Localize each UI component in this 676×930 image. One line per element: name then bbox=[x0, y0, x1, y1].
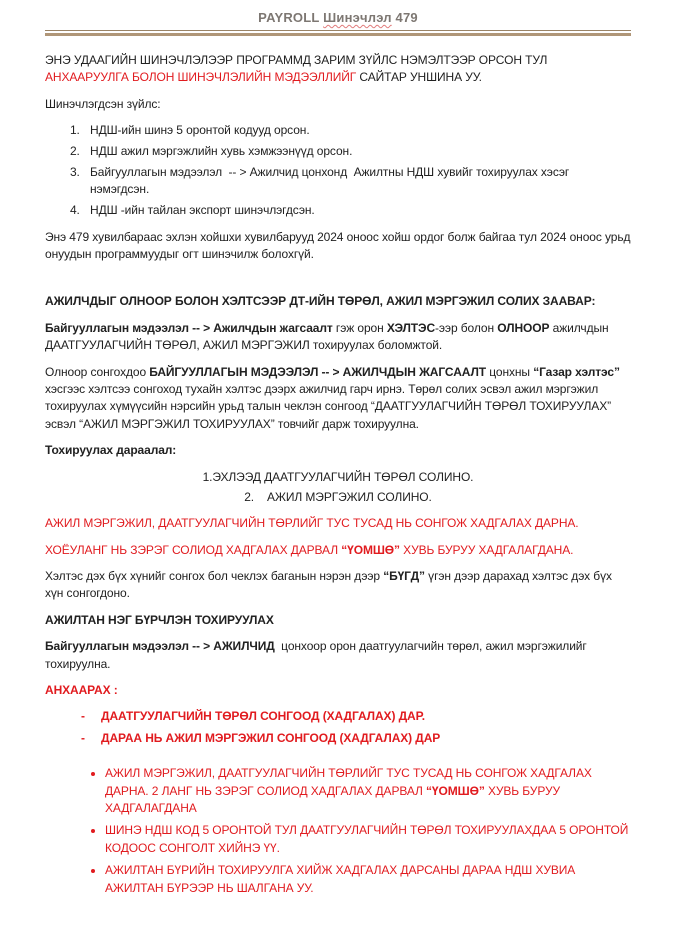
warning-save-separately bbox=[45, 515, 631, 532]
text-segment: БАЙГУУЛЛАГЫН МЭДЭЭЛЭЛ -- > АЖИЛЧДЫН ЖАГСААЛТ bbox=[149, 364, 487, 379]
text-segment: Хэлтэс дэх бүх хүнийг сонгох бол чеклэх баганын нэрэн дээр bbox=[45, 569, 384, 584]
text-segment: “БҮГД” bbox=[383, 569, 425, 584]
document-title bbox=[45, 8, 631, 25]
text-segment: ОЛНООР bbox=[497, 320, 550, 335]
text-segment: ЭНЭ УДААГИЙН ШИНЭЧЛЭЛЭЭР ПРОГРАММД ЗАРИМ ЗҮЙЛС НЭМЭЛТЭЭР ОРСОН ТУЛ bbox=[45, 53, 548, 67]
text-segment: НДШ-ийн шинэ 5 оронтой кодууд орсон. bbox=[90, 123, 310, 138]
text-segment: -ээр болон bbox=[435, 320, 498, 335]
text-segment: АНХААРУУЛГА БОЛОН ШИНЭЧЛЭЛИЙН МЭДЭЭЛЛИЙГ bbox=[45, 70, 357, 85]
text-segment: “Газар хэлтэс” bbox=[533, 364, 620, 379]
paragraph-individual-setup-path bbox=[45, 638, 631, 673]
text-segment: АЖИЛ МЭРГЭЖИЛ, ДААТГУУЛАГЧИЙН ТӨРЛИЙГ ТУС ТУСАД НЬ СОНГОЖ ХАДГАЛАХ ДАРНА. bbox=[45, 516, 579, 531]
text-segment: Байгууллагын мэдээлэл -- > АЖИЛЧИД bbox=[45, 639, 275, 654]
text-segment: ХУВЬ БУРУУ ХАДГАЛАГДАНА. bbox=[399, 542, 574, 557]
warning-save-both bbox=[45, 542, 631, 559]
text-segment: САЙТАР УНШИНА УУ. bbox=[356, 70, 482, 85]
list-item bbox=[101, 730, 631, 747]
text-segment: ДААТГУУЛАГЧИЙН ТӨРӨЛ СОНГООД bbox=[101, 709, 323, 724]
heading-attention bbox=[45, 682, 631, 699]
text-segment: АНХААРАХ : bbox=[45, 683, 118, 698]
text-segment: 479 bbox=[391, 10, 418, 25]
title-divider bbox=[45, 30, 631, 36]
attention-bullet-list bbox=[45, 765, 631, 897]
text-segment: (ХАДГАЛАХ) bbox=[322, 709, 396, 724]
list-item bbox=[83, 164, 631, 199]
paragraph-update-notice bbox=[45, 52, 631, 87]
text-segment: үгэн дээр дарахад хэлтэс дэх бүх хүн сонгогдоно. bbox=[45, 569, 612, 601]
setup-step-2 bbox=[45, 489, 631, 506]
text-segment: ДАР. bbox=[395, 709, 425, 724]
text-segment: Байгууллагын мэдээлэл -- > Ажилчид цонхонд Ажилтны НДШ хувийг тохируулах хэсэг нэмэгдсэн. bbox=[90, 164, 570, 197]
text-segment: Тохируулах дараалал: bbox=[45, 443, 177, 458]
paragraph-version-note bbox=[45, 229, 631, 264]
text-segment: АЖИЛТАН НЭГ БҮРЧЛЭН ТОХИРУУЛАХ bbox=[45, 612, 274, 627]
text-segment: “ҮОМШӨ” bbox=[426, 783, 485, 798]
text-segment: АЖИЛ МЭРГЭЖИЛ, ДААТГУУЛАГЧИЙН ТӨРЛИЙГ ТУС ТУСАД НЬ СОНГОЖ ХАДГАЛАХ ДАРНА. 2 ЛАНГ НЬ ЗЭРЭГ СОЛИОД ХАДГАЛАХ ДАРВАЛ bbox=[105, 766, 592, 798]
paragraph-select-all-note bbox=[45, 568, 631, 603]
text-segment: цонхоор орон даатгуулагчийн төрөл, ажил мэргэжилийг тохируулна. bbox=[45, 639, 587, 671]
text-segment: ажилчдын ДААТГУУЛАГЧИЙН ТӨРӨЛ, АЖИЛ МЭРГЭЖИЛ тохируулах боломжтой. bbox=[45, 320, 609, 353]
text-segment: хэсгээс хэлтсээ сонгоход тухайн хэлтэс дээрх ажилчид гарч ирнэ. Төрөл солих эсвэл ажил мэргэжил тохируулах хүмүүсийн нэрсийн урьд талын чеклэн сонгоод “ДААТГУУЛАГЧИЙН ТӨРӨЛ ТОХИРУУЛАХ” эсвэл “АЖИЛ МЭРГЭЖИЛ ТОХИРУУЛАХ” товчийг дарж тохируулна. bbox=[45, 381, 611, 431]
paragraph-setup-order-label bbox=[45, 442, 631, 459]
list-item bbox=[105, 822, 631, 857]
text-segment: 1.ЭХЛЭЭД ДААТГУУЛАГЧИЙН ТӨРӨЛ СОЛИНО. bbox=[202, 469, 474, 484]
list-item bbox=[83, 122, 631, 139]
attention-dash-list bbox=[45, 708, 631, 747]
heading-bulk-change bbox=[45, 293, 631, 310]
text-segment: “ҮОМШӨ” bbox=[341, 542, 400, 557]
text-segment: Шинэчлэл bbox=[323, 10, 392, 25]
list-item bbox=[83, 143, 631, 160]
paragraph-bulk-change-path bbox=[45, 320, 631, 355]
text-segment: Байгууллагын мэдээлэл -- > Ажилчдын жагсаалт bbox=[45, 320, 333, 335]
text-segment: ХУВЬ БУРУУ ХАДГАЛАГДАНА bbox=[105, 783, 561, 815]
text-segment: НДШ ажил мэргэжлийн хувь хэмжээнүүд орсон. bbox=[90, 144, 353, 159]
text-segment: цонхны bbox=[486, 364, 534, 379]
text-segment: Шинэчлэгдсэн зүйлс: bbox=[45, 96, 161, 111]
text-segment: ДАРАА НЬ АЖИЛ МЭРГЭЖИЛ СОНГООД bbox=[101, 730, 340, 745]
text-segment: НДШ -ийн тайлан экспорт шинэчлэгдсэн. bbox=[90, 203, 315, 218]
text-segment: ХЭЛТЭС bbox=[386, 320, 436, 335]
paragraph-updated-items-label bbox=[45, 96, 631, 113]
paragraph-bulk-select-steps bbox=[45, 364, 631, 434]
text-segment: Энэ 479 хувилбараас эхлэн хойшхи хувилбарууд 2024 оноос хойш ордог болж байгаа тул 2024 оноос урьд онуудын программуудыг огт шинэчилж болохгүй. bbox=[45, 229, 631, 262]
text-segment: АЖИЛТАН БҮРИЙН ТОХИРУУЛГА ХИЙЖ ХАДГАЛАХ ДАРСАНЫ ДАРАА НДШ ХУВИА АЖИЛТАН БҮРЭЭР НЬ ШАЛГАНА УУ. bbox=[105, 863, 576, 895]
text-segment: 2. АЖИЛ МЭРГЭЖИЛ СОЛИНО. bbox=[244, 489, 432, 504]
text-segment: ДАР bbox=[412, 730, 441, 745]
list-item bbox=[105, 765, 631, 817]
text-segment: PAYROLL bbox=[258, 10, 324, 25]
list-item bbox=[105, 862, 631, 897]
text-segment: гэж орон bbox=[332, 320, 387, 335]
list-updated-items bbox=[45, 122, 631, 219]
heading-individual-setup bbox=[45, 612, 631, 629]
text-segment: ШИНЭ НДШ КОД 5 ОРОНТОЙ ТУЛ ДААТГУУЛАГЧИЙН ТӨРӨЛ ТОХИРУУЛАХДАА 5 ОРОНТОЙ КОДООС СОНГОЛТ ХИЙНЭ ҮҮ. bbox=[105, 823, 629, 855]
setup-step-1 bbox=[45, 469, 631, 486]
document-body bbox=[45, 52, 631, 897]
text-segment: Олноор сонгохдоо bbox=[45, 364, 150, 379]
list-item bbox=[83, 202, 631, 219]
text-segment: АЖИЛЧДЫГ ОЛНООР БОЛОН ХЭЛТСЭЭР ДТ-ИЙН ТӨРӨЛ, АЖИЛ МЭРГЭЖИЛ СОЛИХ ЗААВАР: bbox=[45, 294, 596, 309]
text-segment: (ХАДГАЛАХ) bbox=[339, 730, 413, 745]
list-item bbox=[101, 708, 631, 725]
text-segment: ХОЁУЛАНГ НЬ ЗЭРЭГ СОЛИОД ХАДГАЛАХ ДАРВАЛ bbox=[45, 542, 342, 557]
